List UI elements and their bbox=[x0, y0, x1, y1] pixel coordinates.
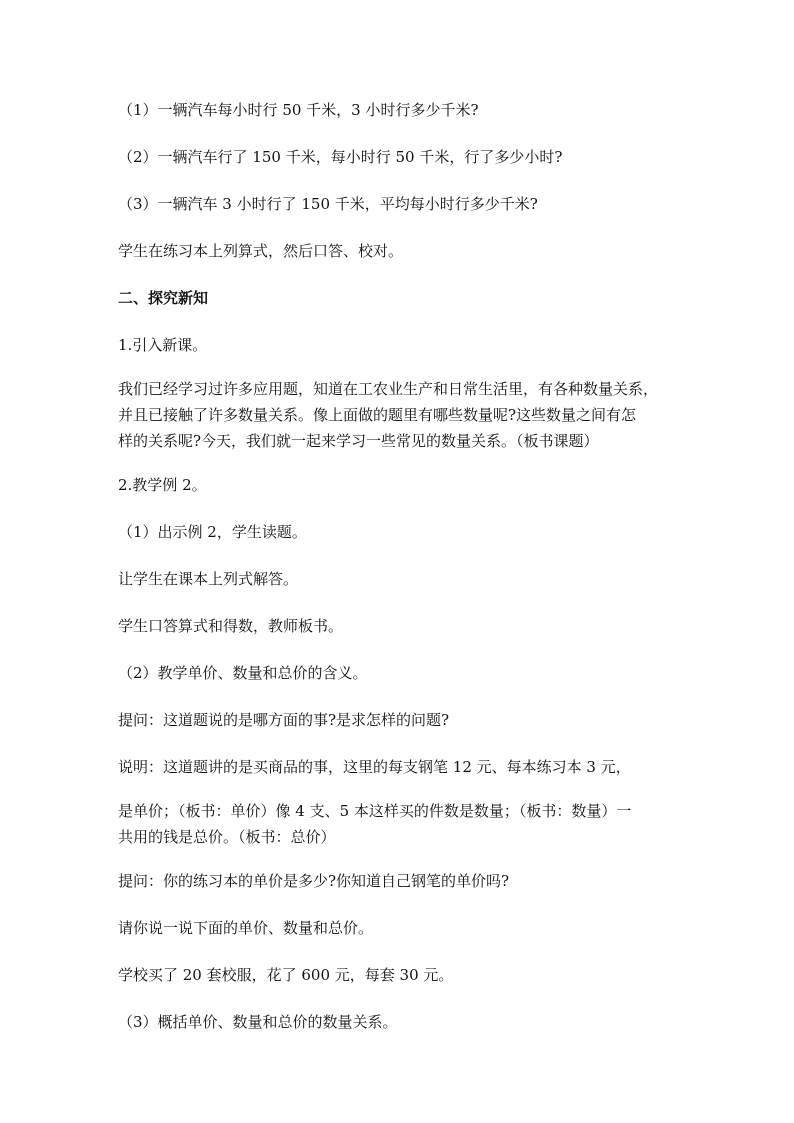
practice-instruction: 请你说一说下面的单价、数量和总价。 bbox=[118, 919, 374, 937]
substep-summary: （3）概括单价、数量和总价的数量关系。 bbox=[118, 1013, 398, 1031]
intro-line-1: 我们已经学习过许多应用题，知道在工农业生产和日常生活里，有各种数量关系， bbox=[118, 380, 659, 398]
step-example-2: 2.教学例 2。 bbox=[118, 476, 207, 494]
substep-meaning: （2）教学单价、数量和总价的含义。 bbox=[118, 664, 368, 682]
question-1: （1）一辆汽车每小时行 50 千米，3 小时行多少千米? bbox=[118, 101, 479, 119]
step-intro-new-lesson: 1.引入新课。 bbox=[118, 336, 208, 354]
explanation-continued bbox=[118, 798, 678, 850]
student-instruction: 学生在练习本上列算式，然后口答、校对。 bbox=[118, 242, 404, 260]
intro-paragraph bbox=[118, 376, 678, 454]
question-2: （2）一辆汽车行了 150 千米，每小时行 50 千米，行了多少小时? bbox=[118, 148, 563, 166]
question-prompt-1: 提问：这道题说的是哪方面的事?是求怎样的问题? bbox=[118, 711, 450, 729]
intro-line-2: 并且已接触了许多数量关系。像上面做的题里有哪些数量呢?这些数量之间有怎 bbox=[118, 406, 637, 424]
practice-example: 学校买了 20 套校服，花了 600 元，每套 30 元。 bbox=[118, 966, 454, 984]
oral-answer-instruction: 学生口答算式和得数，教师板书。 bbox=[118, 617, 344, 635]
intro-line-3: 样的关系呢?今天，我们就一起来学习一些常见的数量关系。（板书课题） bbox=[118, 432, 599, 450]
question-3: （3）一辆汽车 3 小时行了 150 千米，平均每小时行多少千米? bbox=[118, 195, 538, 213]
explanation-line-1: 是单价；（板书：单价）像 4 支、5 本这样买的件数是数量；（板书：数量）一 bbox=[118, 802, 632, 820]
explanation-paragraph: 说明：这道题讲的是买商品的事，这里的每支钢笔 12 元、每本练习本 3 元， bbox=[118, 758, 631, 776]
substep-show-example: （1）出示例 2，学生读题。 bbox=[118, 523, 307, 541]
explanation-line-2: 共用的钱是总价。（板书：总价） bbox=[118, 828, 336, 846]
section-heading: 二、探究新知 bbox=[118, 289, 209, 307]
document-page bbox=[118, 94, 678, 1053]
question-prompt-2: 提问：你的练习本的单价是多少?你知道自己钢笔的单价吗? bbox=[118, 872, 510, 890]
solve-instruction: 让学生在课本上列式解答。 bbox=[118, 570, 299, 588]
